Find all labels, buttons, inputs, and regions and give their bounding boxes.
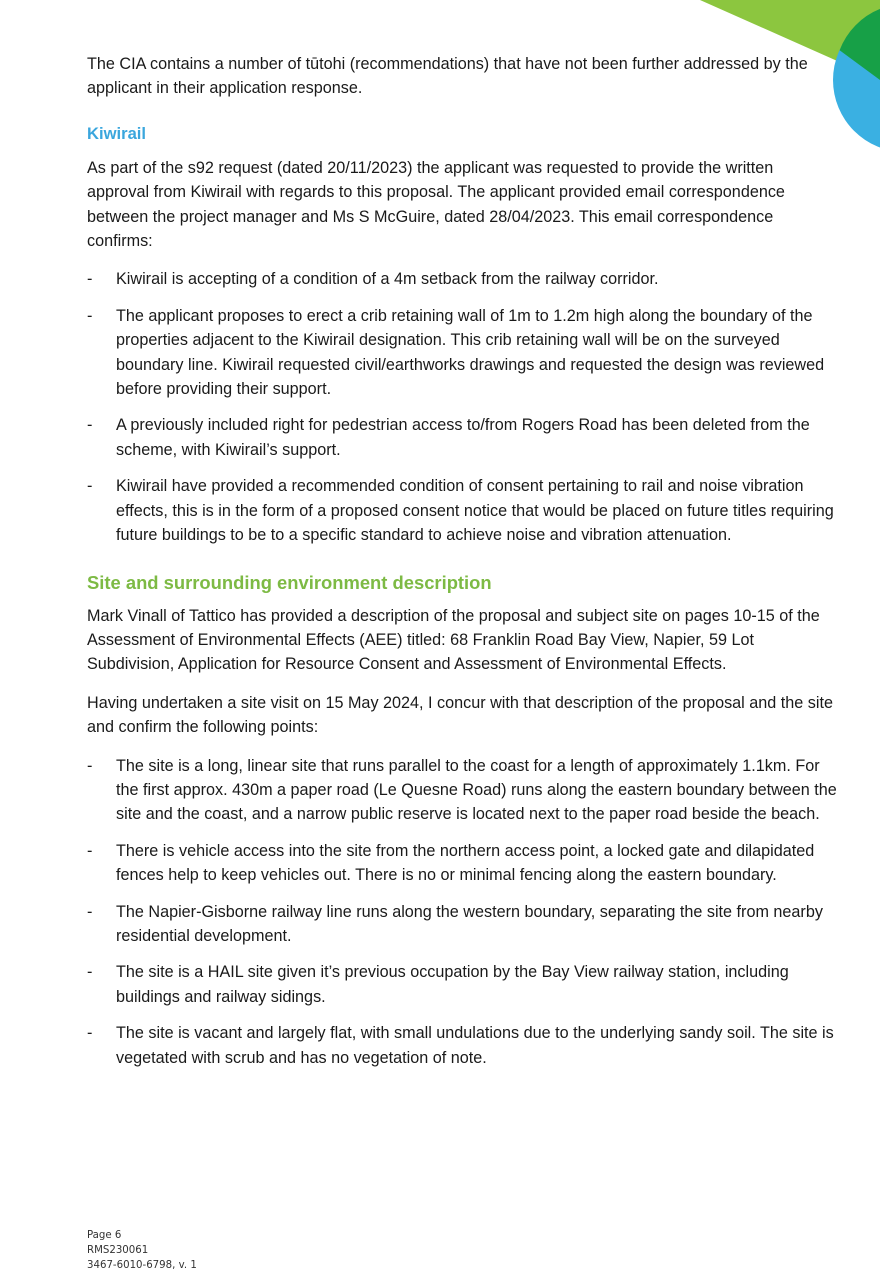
footer-page-number: Page 6 <box>87 1230 122 1241</box>
dash-marker: - <box>87 1024 93 1043</box>
page-footer <box>87 1228 197 1273</box>
list-item-text: The Napier-Gisborne railway line runs along the western boundary, separating the site from nearby residential development. <box>116 902 823 945</box>
site-list <box>87 754 839 1070</box>
page-content <box>87 52 839 1084</box>
intro-paragraph: The CIA contains a number of tūtohi (recommendations) that have not been further addressed by the applicant in their application response. <box>87 55 808 98</box>
list-item-text: There is vehicle access into the site from the northern access point, a locked gate and dilapidated fences help to keep vehicles out. There is no or minimal fencing along the eastern boundary. <box>116 841 815 885</box>
footer-document-id: 3467-6010-6798, v. 1 <box>87 1260 197 1271</box>
dash-marker: - <box>87 841 93 860</box>
list-item-text: Kiwirail have provided a recommended condition of consent pertaining to rail and noise vibration effects, this is in the form of a proposed consent notice that would be placed on future titles requiring future buildings to be to a specific standard to achieve noise and vibration attenuation. <box>116 477 834 545</box>
list-item <box>87 474 839 547</box>
list-item-text: The applicant proposes to erect a crib retaining wall of 1m to 1.2m high along the boundary of the properties adjacent to the Kiwirail designation. This crib retaining wall will be on the surveyed boundary line. Kiwirail requested civil/earthworks drawings and requested the design was reviewed before providing their support. <box>116 306 825 399</box>
list-item <box>87 754 839 827</box>
list-item <box>87 267 839 291</box>
list-item <box>87 413 839 462</box>
kiwirail-paragraph: As part of the s92 request (dated 20/11/2023) the applicant was requested to provide the written approval from Kiwirail with regards to this proposal. The applicant provided email correspondence between the project manager and Ms S McGuire, dated 28/04/2023. This email correspondence confirms: <box>87 158 785 251</box>
dash-marker: - <box>87 416 93 435</box>
dash-marker: - <box>87 756 93 775</box>
list-item <box>87 304 839 402</box>
site-paragraph-1: Mark Vinall of Tattico has provided a description of the proposal and subject site on pages 10-15 of the Assessment of Environmental Effects (AEE) titled: 68 Franklin Road Bay View, Napier, 59 Lot Subdivision, Application for Resource Consent and Assessment of Environmental Effects. <box>87 606 820 674</box>
dash-marker: - <box>87 902 93 921</box>
footer-reference: RMS230061 <box>87 1245 149 1256</box>
list-item-text: The site is a long, linear site that runs parallel to the coast for a length of approximately 1.1km. For the first approx. 430m a paper road (Le Quesne Road) runs along the eastern boundary between the site and the coast, and a narrow public reserve is located next to the paper road beside the beach. <box>116 756 837 824</box>
list-item-text: The site is a HAIL site given it’s previous occupation by the Bay View railway station, including buildings and railway sidings. <box>116 963 789 1006</box>
dash-marker: - <box>87 306 93 325</box>
dash-marker: - <box>87 477 93 496</box>
site-paragraph-2: Having undertaken a site visit on 15 May 2024, I concur with that description of the proposal and the site and confirm the following points: <box>87 693 833 737</box>
list-item-text: A previously included right for pedestrian access to/from Rogers Road has been deleted from the scheme, with Kiwirail’s support. <box>116 416 810 459</box>
list-item <box>87 900 839 949</box>
kiwirail-heading: Kiwirail <box>87 123 147 143</box>
list-item <box>87 960 839 1009</box>
list-item <box>87 1021 839 1070</box>
list-item <box>87 839 839 888</box>
list-item-text: The site is vacant and largely flat, with small undulations due to the underlying sandy soil. The site is vegetated with scrub and has no vegetation of note. <box>116 1024 834 1067</box>
list-item-text: Kiwirail is accepting of a condition of a 4m setback from the railway corridor. <box>116 270 659 289</box>
dash-marker: - <box>87 963 93 982</box>
dash-marker: - <box>87 270 93 289</box>
site-heading: Site and surrounding environment description <box>87 571 492 593</box>
kiwirail-list <box>87 267 839 547</box>
